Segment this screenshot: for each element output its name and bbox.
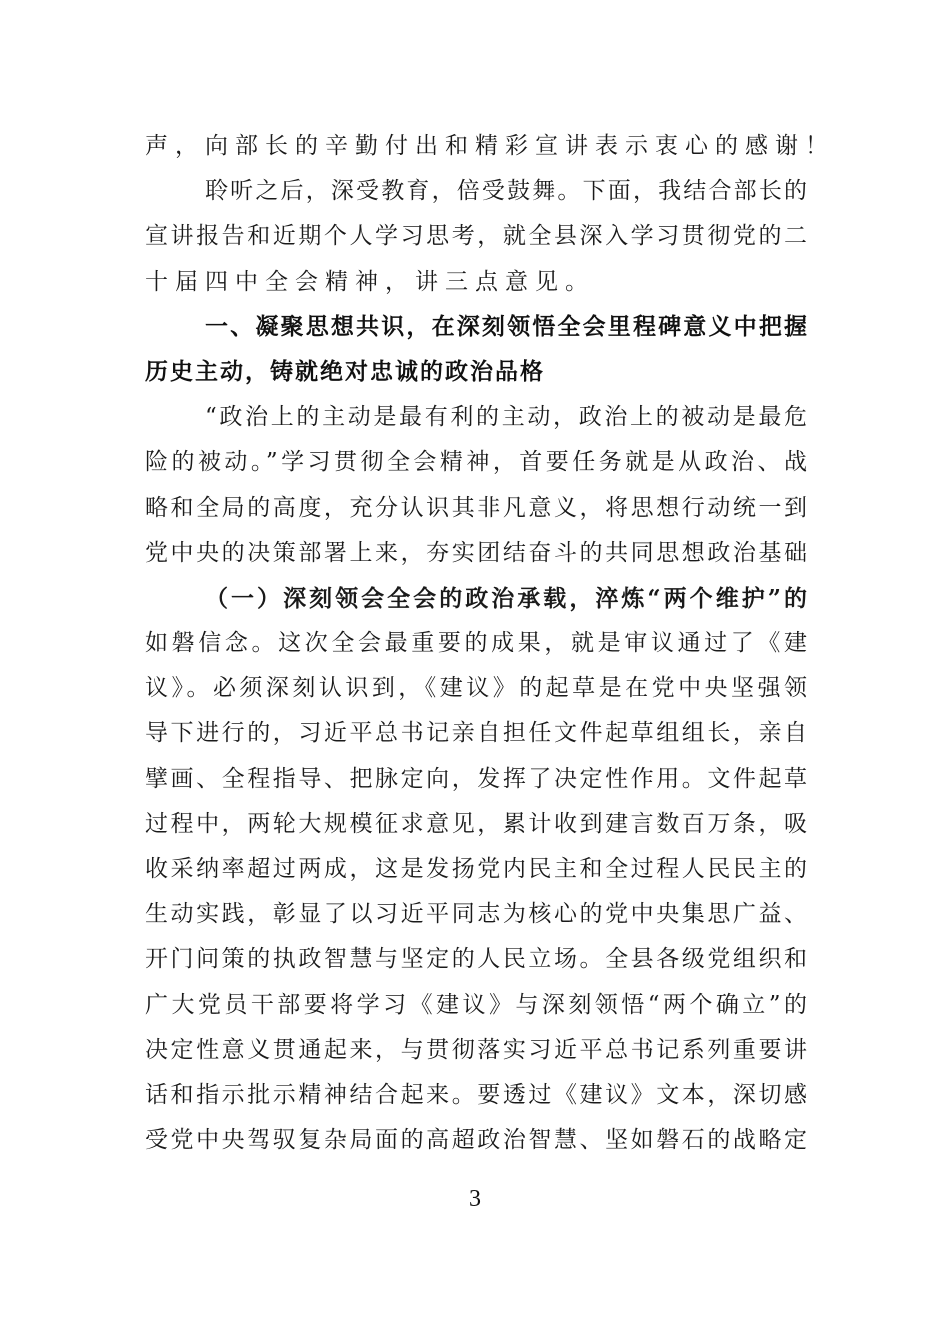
text-line: 受党中央驾驭复杂局面的高超政治智慧、坚如磐石的战略定 (145, 1127, 807, 1154)
document-body (145, 124, 835, 1163)
text-line: 险的被动。”学习贯彻全会精神，首要任务就是从政治、战 (145, 449, 807, 476)
text-line: 生动实践，彰显了以习近平同志为核心的党中央集思广益、 (145, 901, 807, 928)
text-line: 略和全局的高度，充分认识其非凡意义，将思想行动统一到 (145, 494, 807, 521)
text-line: 决定性意义贯通起来，与贯彻落实习近平总书记系列重要讲 (145, 1036, 807, 1063)
text-line: 开门问策的执政智慧与坚定的人民立场。全县各级党组织和 (145, 946, 807, 973)
text-line: 擘画、全程指导、把脉定向，发挥了决定性作用。文件起草 (145, 765, 807, 792)
subheading-line: （一）深刻领会全会的政治承载，淬炼“两个维护”的 (205, 584, 807, 612)
text-line: 十届四中全会精神，讲三点意见。 (145, 268, 595, 295)
text-line: 声，向部长的辛勤付出和精彩宣讲表示衷心的感谢！ (145, 133, 835, 159)
text-line: 过程中，两轮大规模征求意见，累计收到建言数百万条，吸 (145, 810, 807, 837)
section-heading-line: 历史主动，铸就绝对忠诚的政治品格 (145, 358, 545, 385)
text-line: 导下进行的，习近平总书记亲自担任文件起草组组长，亲自 (145, 720, 807, 747)
page-number: 3 (469, 1186, 481, 1212)
text-line: 议》。必须深刻认识到，《建议》的起草是在党中央坚强领 (145, 675, 807, 702)
text-line: 收采纳率超过两成，这是发扬党内民主和全过程人民民主的 (145, 856, 807, 882)
text-line: 宣讲报告和近期个人学习思考，就全县深入学习贯彻党的二 (145, 223, 807, 250)
text-line: 话和指示批示精神结合起来。要透过《建议》文本，深切感 (145, 1081, 807, 1108)
section-heading-line: 一、凝聚思想共识，在深刻领悟全会里程碑意义中把握 (205, 313, 807, 340)
text-line: 聆听之后，深受教育，倍受鼓舞。下面，我结合部长的 (205, 178, 807, 205)
text-line: 党中央的决策部署上来，夯实团结奋斗的共同思想政治基础 (145, 539, 807, 566)
text-line: 广大党员干部要将学习《建议》与深刻领悟“两个确立”的 (145, 991, 807, 1018)
text-line: 如磐信念。这次全会最重要的成果，就是审议通过了《建 (145, 630, 807, 657)
text-line: “政治上的主动是最有利的主动，政治上的被动是最危 (205, 404, 807, 431)
